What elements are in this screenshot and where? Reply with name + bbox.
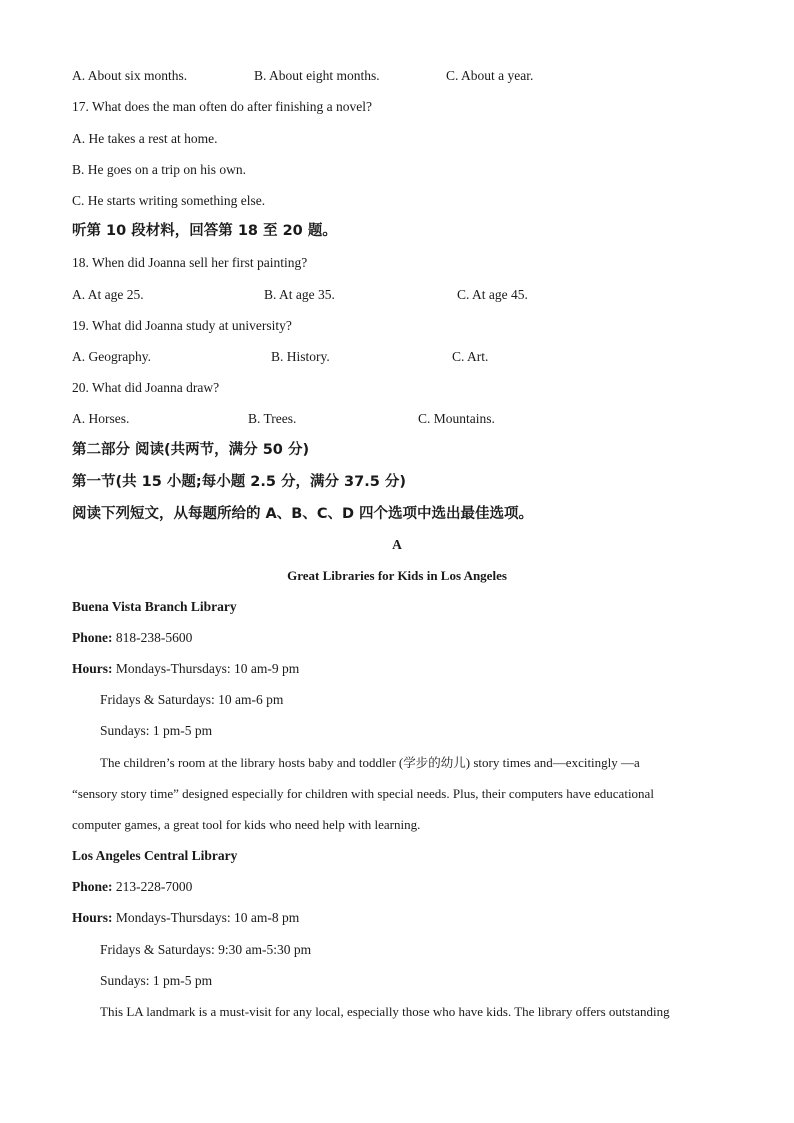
- q19-question: 19. What did Joanna study at university?: [72, 318, 292, 333]
- library1-phone-value: 818-238-5600: [112, 630, 193, 645]
- library2-hours-label: Hours:: [72, 910, 113, 925]
- library2-hours-3: Sundays: 1 pm-5 pm: [100, 973, 213, 988]
- section1-heading: 第一节(共 15 小题;每小题 2.5 分，满分 37.5 分): [72, 474, 406, 490]
- q17-option-c: C. He starts writing something else.: [72, 193, 266, 208]
- q19-option-c: C. Art.: [452, 349, 489, 364]
- passage-letter: A: [392, 537, 402, 552]
- q19-option-b: B. History.: [271, 349, 330, 364]
- library1-desc-2: “sensory story time” designed especially for children with special needs. Plus, their computers have educational: [72, 786, 654, 801]
- q20-option-c: C. Mountains.: [418, 411, 495, 426]
- library1-phone: [72, 629, 192, 647]
- library1-name: Buena Vista Branch Library: [72, 599, 237, 614]
- library1-desc-cn: 学步的幼儿: [403, 755, 466, 770]
- library2-hours-1: Mondays-Thursdays: 10 am-8 pm: [112, 910, 300, 925]
- library2-phone-value: 213-228-7000: [112, 879, 193, 894]
- q16-option-a: A. About six months.: [72, 68, 188, 83]
- q16-option-c: C. About a year.: [446, 68, 534, 83]
- library1-desc-1a: The children’s room at the library hosts baby and toddler (: [100, 755, 404, 770]
- library1-hours-3: Sundays: 1 pm-5 pm: [100, 723, 213, 738]
- q18-option-b: B. At age 35.: [264, 287, 335, 302]
- q18-option-a: A. At age 25.: [72, 287, 144, 302]
- library1-hours: [72, 660, 299, 678]
- library1-hours-label: Hours:: [72, 661, 113, 676]
- q17-option-b: B. He goes on a trip on his own.: [72, 162, 246, 177]
- section10-instruction: 听第 10 段材料，回答第 18 至 20 题。: [72, 223, 337, 239]
- library1-hours-2: Fridays & Saturdays: 10 am-6 pm: [100, 692, 284, 707]
- q18-option-c: C. At age 45.: [457, 287, 528, 302]
- q16-option-b: B. About eight months.: [254, 68, 380, 83]
- q19-option-a: A. Geography.: [72, 349, 151, 364]
- library2-name: Los Angeles Central Library: [72, 848, 238, 863]
- library2-hours-2: Fridays & Saturdays: 9:30 am-5:30 pm: [100, 942, 312, 957]
- part2-heading: 第二部分 阅读(共两节，满分 50 分): [72, 442, 310, 458]
- q20-option-b: B. Trees.: [248, 411, 297, 426]
- q18-question: 18. When did Joanna sell her first painting?: [72, 255, 308, 270]
- q17-question: 17. What does the man often do after finishing a novel?: [72, 99, 373, 114]
- q20-question: 20. What did Joanna draw?: [72, 380, 220, 395]
- library2-phone-label: Phone:: [72, 879, 113, 894]
- library2-desc-1: This LA landmark is a must-visit for any local, especially those who have kids. The library offers outstanding: [100, 1004, 670, 1019]
- reading-instruction: 阅读下列短文，从每题所给的 A、B、C、D 四个选项中选出最佳选项。: [72, 506, 534, 522]
- library2-hours: [72, 909, 299, 927]
- q17-option-a: A. He takes a rest at home.: [72, 131, 218, 146]
- library1-desc-1b: ) story times and—excitingly —a: [465, 755, 640, 770]
- library1-hours-1: Mondays-Thursdays: 10 am-9 pm: [112, 661, 300, 676]
- q20-option-a: A. Horses.: [72, 411, 130, 426]
- library1-desc-3: computer games, a great tool for kids who need help with learning.: [72, 817, 421, 832]
- passage-title: Great Libraries for Kids in Los Angeles: [287, 568, 507, 583]
- library2-phone: [72, 878, 192, 896]
- library1-desc-1: [100, 754, 640, 772]
- library1-phone-label: Phone:: [72, 630, 113, 645]
